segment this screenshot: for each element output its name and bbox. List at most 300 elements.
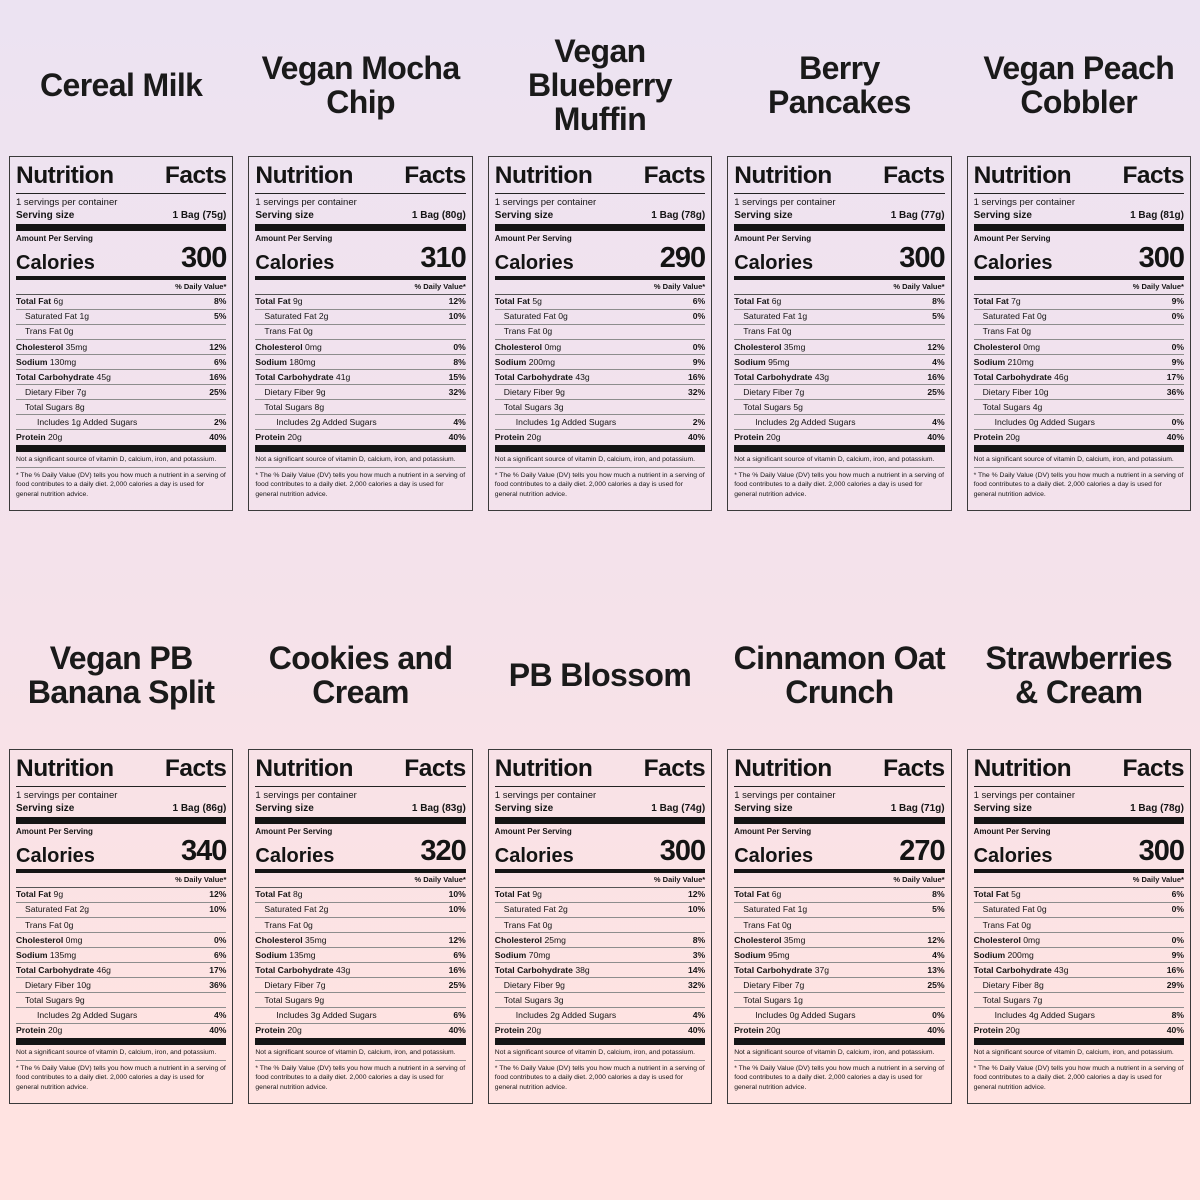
heading-word-nutrition: Nutrition	[255, 755, 353, 783]
nutrient-daily-value: 8%	[932, 296, 945, 307]
nutrient-daily-value: 36%	[209, 979, 227, 990]
daily-value-header: % Daily Value*	[16, 873, 226, 888]
nutrient-row	[974, 1024, 1184, 1038]
nutrition-facts-heading	[255, 755, 465, 787]
nutrient-name: Total Fat 5g	[494, 296, 542, 307]
heading-word-facts: Facts	[164, 162, 227, 189]
footnote-daily-value: * The % Daily Value (DV) tells you how much a nutrient in a serving of food contributes to a daily diet. 2,000 calories a day is used for general nutrition advice.	[16, 471, 226, 498]
nutrient-row	[734, 355, 944, 370]
nutrition-facts-label	[9, 156, 233, 511]
nutrient-daily-value: 17%	[1166, 371, 1184, 382]
nutrient-name: Total Fat 8g	[255, 889, 303, 900]
nutrient-daily-value: 0%	[1171, 341, 1184, 352]
nutrition-facts-label	[488, 749, 712, 1104]
flavor-title-box	[973, 22, 1185, 148]
heading-word-facts: Facts	[643, 755, 706, 783]
nutrient-name: Protein 20g	[973, 1025, 1020, 1036]
nutrient-daily-value: 8%	[932, 889, 945, 900]
nutrient-row	[495, 978, 705, 993]
serving-size-row	[255, 802, 465, 817]
nutrient-daily-value: 0%	[932, 1010, 945, 1021]
serving-size-label: Serving size	[494, 802, 554, 814]
daily-value-header: % Daily Value*	[16, 280, 226, 295]
nutrient-row	[16, 295, 226, 310]
nutrient-rows	[255, 295, 465, 445]
nutrient-row	[495, 888, 705, 903]
nutrient-name: Protein 20g	[255, 432, 302, 443]
nutrient-daily-value: 29%	[1166, 979, 1184, 990]
nutrient-row	[495, 903, 705, 918]
nutrient-name: Total Sugars 7g	[982, 995, 1043, 1006]
heading-word-nutrition: Nutrition	[255, 162, 353, 189]
flavor-title: PB Blossom	[508, 656, 692, 693]
serving-size-row	[495, 802, 705, 817]
nutrient-name: Dietary Fiber 9g	[503, 386, 565, 397]
servings-per-container: 1 servings per container	[494, 789, 597, 801]
nutrient-name: Total Sugars 9g	[25, 995, 85, 1006]
footnote-source: Not a significant source of vitamin D, calcium, iron, and potassium.	[734, 452, 944, 468]
thick-rule	[974, 817, 1184, 824]
thick-rule	[495, 1038, 705, 1045]
nutrient-name: Sodium 200mg	[973, 949, 1034, 960]
nutrient-row	[495, 400, 705, 415]
nutrient-name: Sodium 95mg	[734, 356, 790, 367]
flavor-cell	[488, 609, 712, 1104]
nutrient-row	[16, 903, 226, 918]
thick-rule	[16, 445, 226, 452]
nutrient-name: Trans Fat 0g	[264, 326, 313, 337]
nutrient-daily-value: 25%	[209, 386, 227, 397]
thick-rule	[495, 817, 705, 824]
nutrition-facts-label	[727, 749, 951, 1104]
nutrient-row	[16, 963, 226, 978]
nutrient-daily-value: 4%	[692, 1010, 706, 1021]
nutrient-name: Trans Fat 0g	[982, 919, 1031, 930]
nutrient-daily-value: 6%	[692, 296, 706, 307]
nutrient-row	[16, 370, 226, 385]
footnote-source: Not a significant source of vitamin D, calcium, iron, and potassium.	[16, 452, 226, 468]
serving-size-row	[16, 209, 226, 224]
nutrient-row	[974, 325, 1184, 340]
nutrient-row	[16, 978, 226, 993]
flavor-title: Strawberries & Cream	[985, 639, 1173, 711]
nutrient-daily-value: 8%	[1171, 1010, 1184, 1021]
calories-value: 270	[899, 834, 945, 867]
flavor-title-box	[733, 609, 945, 741]
thick-rule	[495, 445, 705, 452]
nutrient-row	[495, 355, 705, 370]
nutrient-row	[495, 340, 705, 355]
daily-value-header: % Daily Value*	[734, 873, 944, 888]
nutrient-daily-value: 40%	[1166, 1025, 1184, 1036]
calories-label: Calories	[734, 844, 814, 867]
flavor-title: Vegan Mocha Chip	[261, 49, 460, 120]
nutrient-name: Sodium 70mg	[494, 949, 551, 960]
nutrition-facts-heading	[16, 755, 226, 787]
daily-value-header: % Daily Value*	[495, 280, 705, 295]
nutrient-row	[734, 370, 944, 385]
nutrient-name: Includes 2g Added Sugars	[37, 1010, 138, 1021]
nutrient-row	[974, 978, 1184, 993]
calories-label: Calories	[494, 844, 574, 867]
nutrient-daily-value: 10%	[687, 904, 706, 915]
calories-label: Calories	[16, 844, 95, 867]
nutrient-row	[255, 948, 465, 963]
calories-value: 300	[181, 241, 227, 274]
amount-per-serving: Amount Per Serving	[255, 826, 333, 836]
nutrient-row	[16, 310, 226, 325]
flavor-cell	[9, 609, 233, 1104]
nutrition-facts-heading	[495, 755, 705, 787]
nutrient-row	[255, 903, 465, 918]
nutrient-row	[16, 888, 226, 903]
nutrient-daily-value: 25%	[448, 979, 466, 990]
nutrient-name: Dietary Fiber 8g	[982, 979, 1044, 990]
nutrient-row	[255, 1008, 465, 1023]
nutrient-daily-value: 16%	[687, 371, 706, 382]
nutrient-name: Trans Fat 0g	[503, 919, 553, 930]
calories-value: 340	[181, 834, 227, 867]
nutrient-daily-value: 8%	[692, 934, 706, 945]
nutrient-daily-value: 32%	[448, 386, 466, 397]
thick-rule	[255, 224, 465, 231]
nutrient-row	[734, 1008, 944, 1023]
nutrient-daily-value: 25%	[927, 386, 945, 397]
nutrient-daily-value: 16%	[448, 964, 466, 975]
nutrient-rows	[974, 888, 1184, 1038]
footnote-daily-value: * The % Daily Value (DV) tells you how much a nutrient in a serving of food contributes to a daily diet. 2,000 calories a day is used for general nutrition advice.	[734, 1065, 944, 1091]
nutrient-daily-value: 13%	[927, 964, 945, 975]
heading-word-nutrition: Nutrition	[734, 162, 832, 189]
nutrient-name: Total Carbohydrate 43g	[734, 371, 830, 382]
nutrient-name: Cholesterol 0mg	[16, 934, 83, 945]
nutrient-name: Dietary Fiber 7g	[25, 386, 87, 397]
nutrition-facts-heading	[495, 162, 705, 194]
amount-per-serving: Amount Per Serving	[973, 826, 1051, 836]
heading-word-nutrition: Nutrition	[734, 755, 832, 783]
nutrient-name: Total Sugars 8g	[264, 401, 325, 412]
nutrient-daily-value: 0%	[453, 341, 466, 352]
heading-word-nutrition: Nutrition	[16, 162, 114, 189]
nutrient-row	[734, 430, 944, 444]
nutrient-name: Total Carbohydrate 37g	[734, 964, 830, 975]
nutrient-name: Protein 20g	[16, 1025, 63, 1036]
nutrient-rows	[734, 888, 944, 1038]
nutrient-daily-value: 2%	[692, 417, 706, 428]
nutrient-row	[16, 933, 226, 948]
nutrient-daily-value: 12%	[209, 889, 227, 900]
thick-rule	[974, 224, 1184, 231]
nutrient-name: Total Sugars 9g	[264, 995, 325, 1006]
nutrition-facts-label	[967, 156, 1191, 511]
nutrient-name: Saturated Fat 2g	[264, 904, 329, 915]
nutrient-row	[16, 430, 226, 444]
nutrient-daily-value: 10%	[448, 311, 466, 322]
nutrient-name: Saturated Fat 1g	[743, 904, 808, 915]
nutrient-daily-value	[462, 402, 466, 413]
flavor-title: Vegan Peach Cobbler	[983, 49, 1175, 120]
flavor-cell	[248, 609, 472, 1104]
row-1	[0, 0, 1200, 511]
nutrient-name: Includes 1g Added Sugars	[515, 417, 617, 428]
nutrient-daily-value	[222, 920, 226, 931]
nutrient-name: Total Carbohydrate 43g	[973, 964, 1069, 975]
nutrient-daily-value: 4%	[932, 949, 945, 960]
nutrient-row	[495, 310, 705, 325]
nutrient-name: Trans Fat 0g	[264, 919, 313, 930]
nutrient-daily-value	[1180, 402, 1184, 413]
calories-label: Calories	[255, 251, 335, 274]
serving-size-value: 1 Bag (80g)	[411, 209, 466, 221]
nutrient-name: Cholesterol 0mg	[973, 934, 1040, 945]
serving-size-row	[16, 802, 226, 817]
footnote-source: Not a significant source of vitamin D, calcium, iron, and potassium.	[16, 1045, 226, 1061]
nutrient-name: Sodium 210mg	[973, 356, 1034, 367]
nutrient-row	[734, 415, 944, 430]
heading-word-nutrition: Nutrition	[494, 162, 593, 189]
heading-word-facts: Facts	[1122, 162, 1184, 189]
serving-size-label: Serving size	[494, 209, 554, 221]
nutrient-name: Sodium 95mg	[734, 949, 790, 960]
thick-rule	[734, 224, 944, 231]
nutrient-row	[16, 1024, 226, 1038]
nutrient-name: Protein 20g	[734, 432, 781, 443]
servings-per-container: 1 servings per container	[494, 196, 597, 208]
nutrient-row	[255, 370, 465, 385]
nutrient-daily-value: 12%	[448, 296, 466, 307]
nutrient-name: Total Fat 7g	[973, 296, 1021, 307]
nutrient-row	[734, 948, 944, 963]
thick-rule	[16, 224, 226, 231]
nutrient-row	[495, 370, 705, 385]
nutrient-row	[974, 415, 1184, 430]
thick-rule	[734, 817, 944, 824]
nutrient-row	[974, 340, 1184, 355]
thick-rule	[16, 1038, 226, 1045]
nutrition-facts-label	[248, 156, 472, 511]
serving-size-row	[495, 209, 705, 224]
nutrient-name: Dietary Fiber 7g	[264, 979, 326, 990]
nutrient-row	[255, 430, 465, 444]
nutrient-name: Total Sugars 3g	[503, 995, 564, 1006]
daily-value-header: % Daily Value*	[734, 280, 944, 295]
nutrient-row	[495, 385, 705, 400]
nutrient-name: Protein 20g	[494, 432, 542, 443]
nutrient-name: Includes 2g Added Sugars	[515, 1010, 617, 1021]
footnote-daily-value: * The % Daily Value (DV) tells you how much a nutrient in a serving of food contributes to a daily diet. 2,000 calories a day is used for general nutrition advice.	[734, 471, 944, 498]
servings-per-container: 1 servings per container	[973, 789, 1075, 801]
serving-size-value: 1 Bag (77g)	[890, 209, 945, 221]
nutrient-name: Total Fat 9g	[16, 889, 64, 900]
footnote-source: Not a significant source of vitamin D, calcium, iron, and potassium.	[495, 452, 705, 468]
nutrient-daily-value: 0%	[692, 341, 706, 352]
flavor-title-box	[15, 609, 227, 741]
nutrient-name: Total Fat 6g	[734, 296, 782, 307]
thick-rule	[974, 445, 1184, 452]
nutrient-row	[974, 400, 1184, 415]
flavor-cell	[967, 609, 1191, 1104]
flavor-cell	[488, 22, 712, 511]
nutrient-row	[255, 295, 465, 310]
flavor-cell	[248, 22, 472, 511]
footnote-source: Not a significant source of vitamin D, calcium, iron, and potassium.	[255, 452, 465, 468]
nutrient-row	[255, 325, 465, 340]
nutrient-name: Cholesterol 0mg	[494, 341, 562, 352]
nutrient-name: Cholesterol 35mg	[734, 341, 806, 352]
calories-value: 300	[1138, 834, 1184, 867]
nutrient-daily-value: 10%	[448, 904, 466, 915]
nutrient-daily-value: 3%	[692, 949, 706, 960]
footnote-daily-value: * The % Daily Value (DV) tells you how much a nutrient in a serving of food contributes to a daily diet. 2,000 calories a day is used for general nutrition advice.	[494, 1065, 705, 1091]
nutrient-daily-value: 16%	[927, 371, 945, 382]
nutrient-name: Includes 0g Added Sugars	[755, 1010, 856, 1021]
nutrient-daily-value: 9%	[692, 356, 706, 367]
nutrient-row	[495, 933, 705, 948]
nutrient-row	[974, 918, 1184, 933]
nutrient-row	[16, 325, 226, 340]
nutrient-row	[495, 963, 705, 978]
nutrient-daily-value: 40%	[448, 432, 466, 443]
flavor-title-box	[255, 22, 467, 148]
nutrient-rows	[495, 888, 705, 1038]
nutrient-row	[734, 918, 944, 933]
flavor-cell	[727, 609, 951, 1104]
nutrient-name: Includes 2g Added Sugars	[276, 417, 377, 428]
nutrient-row	[734, 295, 944, 310]
nutrient-daily-value: 0%	[1171, 311, 1184, 322]
nutrition-facts-heading	[734, 162, 944, 194]
flavor-title-box	[973, 609, 1185, 741]
nutrient-row	[255, 310, 465, 325]
calories-row	[495, 836, 705, 869]
nutrient-daily-value: 40%	[448, 1025, 466, 1036]
nutrient-daily-value: 8%	[453, 356, 466, 367]
nutrient-daily-value	[462, 326, 466, 337]
nutrient-name: Total Carbohydrate 38g	[494, 964, 590, 975]
serving-size-label: Serving size	[973, 209, 1032, 221]
serving-size-value: 1 Bag (78g)	[1130, 802, 1184, 814]
daily-value-header: % Daily Value*	[974, 873, 1184, 888]
nutrient-daily-value: 10%	[209, 904, 227, 915]
calories-label: Calories	[16, 251, 95, 274]
serving-size-label: Serving size	[255, 802, 314, 814]
nutrient-name: Total Sugars 8g	[25, 401, 85, 412]
nutrient-daily-value	[941, 326, 945, 337]
nutrient-daily-value	[701, 995, 705, 1006]
row-2	[0, 609, 1200, 1104]
nutrient-rows	[974, 295, 1184, 445]
nutrient-row	[734, 1024, 944, 1038]
nutrient-row	[734, 325, 944, 340]
flavor-title: Cookies and Cream	[268, 639, 453, 711]
nutrient-daily-value: 4%	[213, 1010, 227, 1021]
nutrient-name: Saturated Fat 2g	[25, 904, 90, 915]
nutrient-name: Protein 20g	[973, 432, 1020, 443]
nutrient-daily-value: 9%	[1171, 296, 1184, 307]
nutrition-facts-label	[488, 156, 712, 511]
nutrient-row	[16, 355, 226, 370]
nutrient-name: Dietary Fiber 9g	[264, 386, 326, 397]
amount-per-serving: Amount Per Serving	[973, 233, 1051, 243]
nutrient-daily-value: 12%	[687, 889, 706, 900]
nutrient-name: Cholesterol 35mg	[255, 934, 327, 945]
heading-word-facts: Facts	[883, 755, 945, 783]
daily-value-header: % Daily Value*	[495, 873, 705, 888]
nutrient-daily-value: 12%	[927, 934, 945, 945]
nutrient-name: Trans Fat 0g	[503, 326, 553, 337]
nutrient-name: Includes 2g Added Sugars	[755, 417, 856, 428]
serving-size-label: Serving size	[16, 802, 75, 814]
servings-per-container: 1 servings per container	[255, 196, 357, 208]
nutrient-rows	[495, 295, 705, 445]
flavor-title: Vegan PB Banana Split	[27, 639, 215, 711]
nutrient-daily-value	[222, 995, 226, 1006]
nutrient-rows	[734, 295, 944, 445]
nutrient-row	[255, 933, 465, 948]
nutrient-name: Protein 20g	[494, 1025, 542, 1036]
nutrient-row	[495, 948, 705, 963]
nutrition-facts-heading	[16, 162, 226, 194]
thick-rule	[734, 445, 944, 452]
nutrient-row	[734, 933, 944, 948]
nutrient-name: Total Carbohydrate 43g	[255, 964, 351, 975]
thick-rule	[495, 224, 705, 231]
nutrient-name: Total Fat 5g	[973, 889, 1021, 900]
nutrient-rows	[255, 888, 465, 1038]
nutrient-name: Protein 20g	[734, 1025, 781, 1036]
nutrient-name: Saturated Fat 0g	[503, 311, 568, 322]
nutrient-name: Protein 20g	[16, 432, 63, 443]
nutrient-name: Total Carbohydrate 45g	[16, 371, 111, 382]
nutrient-daily-value: 6%	[1171, 889, 1184, 900]
calories-row	[734, 836, 944, 869]
serving-size-label: Serving size	[973, 802, 1032, 814]
calories-row	[974, 836, 1184, 869]
nutrient-daily-value	[941, 402, 945, 413]
heading-word-nutrition: Nutrition	[16, 755, 114, 783]
nutrient-name: Total Carbohydrate 46g	[16, 964, 111, 975]
nutrient-daily-value: 40%	[209, 1025, 227, 1036]
footnote-source: Not a significant source of vitamin D, calcium, iron, and potassium.	[974, 1045, 1184, 1061]
flavor-cell	[727, 22, 951, 511]
nutrient-daily-value: 36%	[1166, 386, 1184, 397]
flavor-title: Berry Pancakes	[767, 49, 911, 120]
nutrient-row	[495, 295, 705, 310]
nutrient-daily-value: 12%	[209, 341, 227, 352]
nutrient-daily-value	[222, 326, 226, 337]
calories-label: Calories	[973, 251, 1053, 274]
nutrient-name: Saturated Fat 1g	[743, 311, 808, 322]
nutrition-facts-heading	[255, 162, 465, 194]
nutrient-row	[255, 963, 465, 978]
footnote-daily-value: * The % Daily Value (DV) tells you how much a nutrient in a serving of food contributes to a daily diet. 2,000 calories a day is used for general nutrition advice.	[16, 1065, 226, 1091]
nutrient-daily-value: 6%	[453, 949, 466, 960]
calories-label: Calories	[494, 251, 574, 274]
nutrient-row	[974, 903, 1184, 918]
calories-row	[16, 836, 226, 869]
nutrient-name: Total Carbohydrate 41g	[255, 371, 351, 382]
nutrient-name: Saturated Fat 1g	[25, 311, 90, 322]
thick-rule	[734, 1038, 944, 1045]
nutrient-name: Includes 0g Added Sugars	[994, 417, 1095, 428]
footnote-daily-value: * The % Daily Value (DV) tells you how much a nutrient in a serving of food contributes to a daily diet. 2,000 calories a day is used for general nutrition advice.	[255, 471, 466, 498]
nutrient-name: Trans Fat 0g	[743, 326, 792, 337]
nutrient-name: Includes 1g Added Sugars	[37, 417, 138, 428]
daily-value-header: % Daily Value*	[974, 280, 1184, 295]
flavor-title: Vegan Blueberry Muffin	[527, 32, 672, 138]
serving-size-row	[255, 209, 465, 224]
heading-word-facts: Facts	[643, 162, 706, 189]
